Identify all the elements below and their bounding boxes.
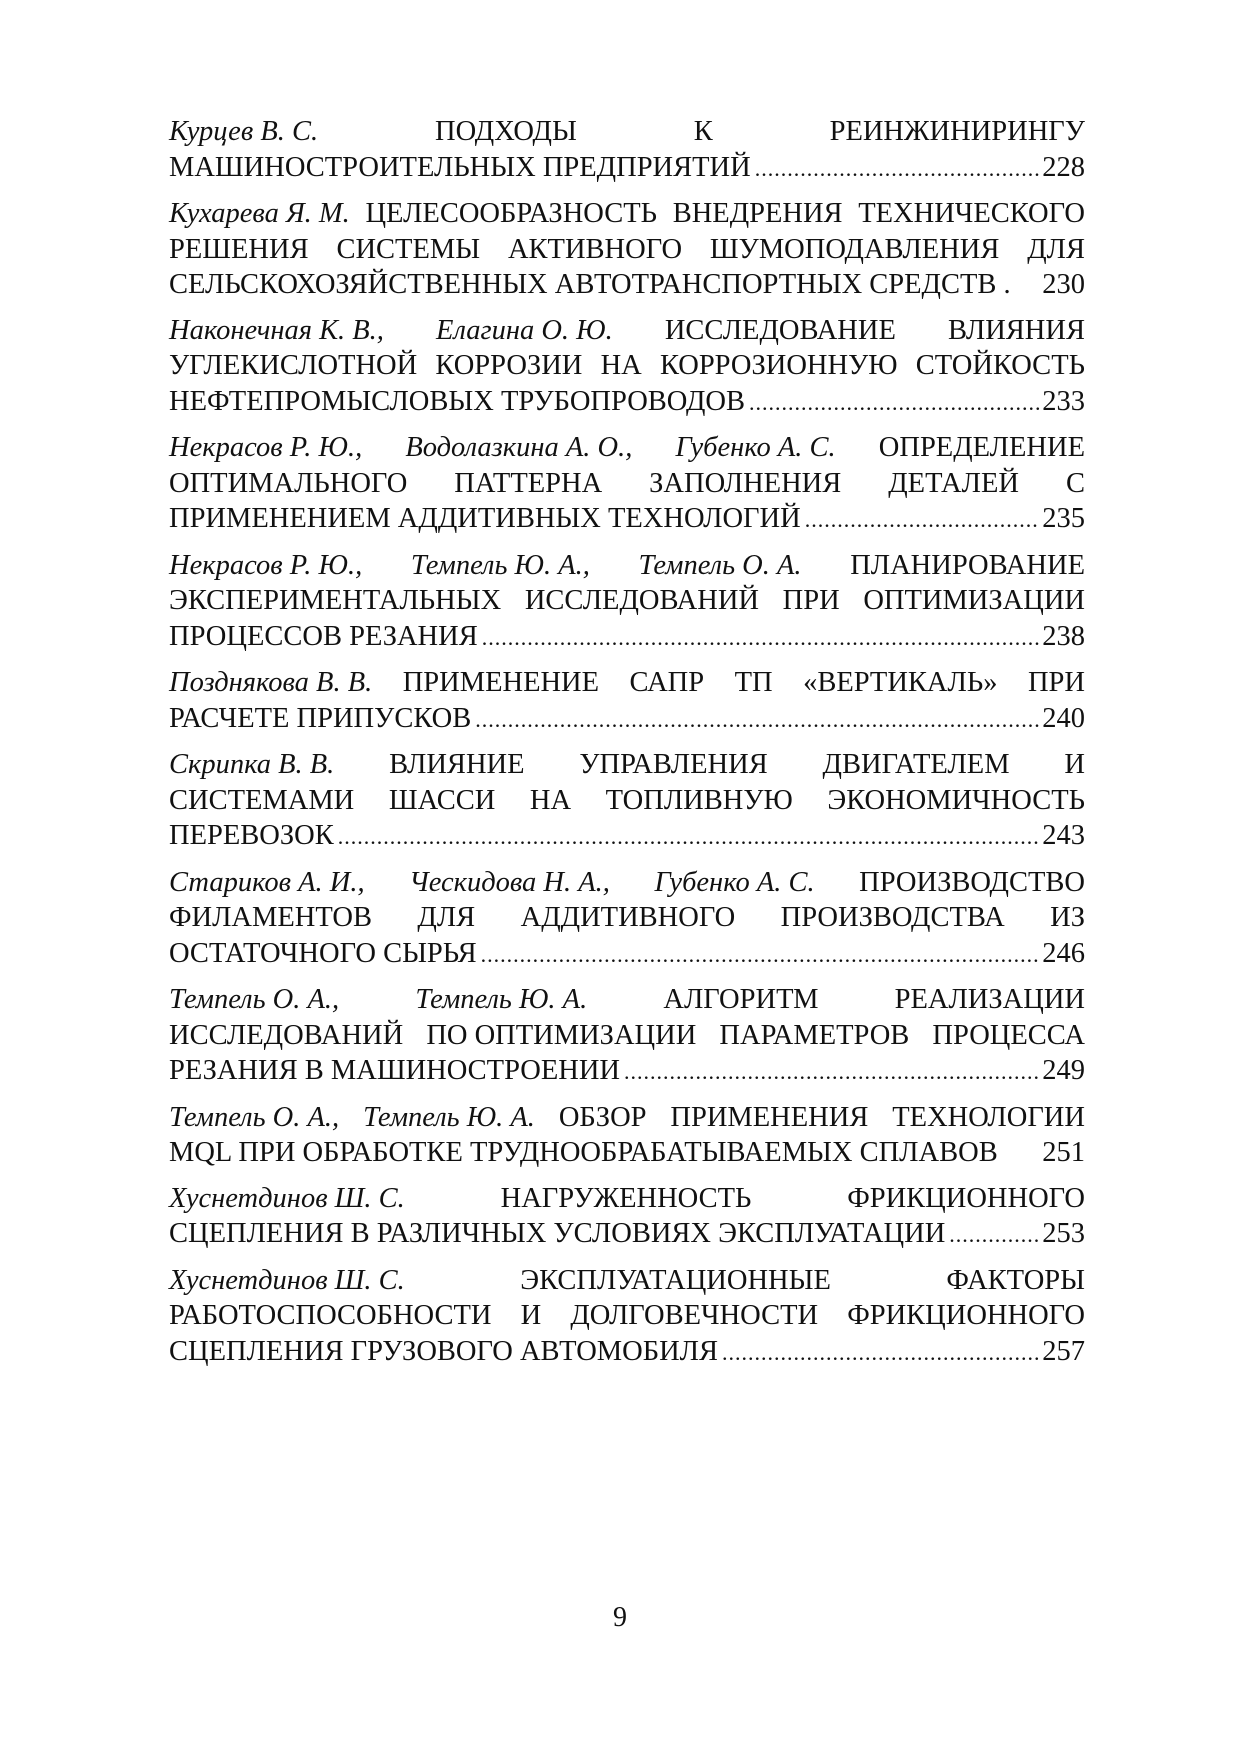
toc-entry-page: 230 — [1042, 269, 1085, 300]
toc-entry — [169, 1100, 1085, 1171]
page-number: 9 — [613, 1602, 627, 1633]
dot-leader — [722, 1335, 1040, 1371]
toc-entry-author: Ческидова Н. А., — [409, 866, 610, 898]
toc-entry — [169, 430, 1085, 538]
toc-entry-title-word: ДЛЯ — [1027, 233, 1085, 265]
toc-entry-line — [169, 114, 1085, 150]
toc-entry-title-word: РЕШЕНИЯ — [169, 233, 309, 265]
toc-entry-title-word: ВЛИЯНИЯ — [947, 314, 1085, 346]
toc-entry-title-word: «ВЕРТИКАЛЬ» — [803, 667, 998, 698]
toc-entry-title-word: УГЛЕКИСЛОТНОЙ — [169, 350, 418, 381]
toc-entry-title-word: ИССЛЕДОВАНИЙ — [169, 1019, 404, 1051]
toc-entry-line — [169, 900, 1085, 936]
toc-entry-title-word: ШУМОПОДАВЛЕНИЯ — [709, 233, 1000, 265]
toc-entry-title-word: К — [693, 116, 713, 147]
toc-entry — [169, 1181, 1085, 1253]
toc-entry-title-tail: ОСТАТОЧНОГО СЫРЬЯ — [169, 937, 477, 969]
toc-entry-author: Темпель О. А. — [638, 549, 802, 581]
toc-entry-last-line — [169, 1334, 1085, 1371]
toc-entry-author: Кухарева Я. М. — [169, 198, 350, 229]
dot-leader — [755, 151, 1041, 187]
toc-entry-title-word: ПАТТЕРНА — [454, 467, 603, 499]
toc-entry-title-word: РАБОТОСПОСОБНОСТИ — [169, 1300, 492, 1331]
toc-entry-page: 251 — [1042, 1137, 1085, 1168]
toc-entry-title-word: ЭКСПЛУАТАЦИОННЫЕ — [520, 1264, 831, 1296]
toc-entry-last-line — [169, 1216, 1085, 1253]
toc-entry-author: Некрасов Р. Ю., — [169, 549, 363, 581]
toc-entry-title-word: ПАРАМЕТРОВ — [719, 1019, 910, 1051]
toc-entry — [169, 114, 1085, 186]
toc-entry-author: Елагина О. Ю. — [436, 314, 613, 346]
toc-entry-title-tail: СЦЕПЛЕНИЯ ГРУЗОВОГО АВТОМОБИЛЯ — [169, 1335, 719, 1367]
toc-entry-title-word: СИСТЕМАМИ — [169, 784, 355, 816]
toc-entry-line — [169, 232, 1085, 268]
toc-entry-title-word: ОПТИМИЗАЦИИ — [863, 585, 1085, 616]
toc-entry-title-word: АЛГОРИТМ — [663, 984, 819, 1015]
toc-entry-title-tail: РЕЗАНИЯ В МАШИНОСТРОЕНИИ — [169, 1055, 621, 1086]
toc-entry-page: 240 — [1042, 702, 1085, 734]
toc-entry — [169, 982, 1085, 1090]
toc-entry-title-word: ДВИГАТЕЛЕМ — [822, 749, 1010, 780]
toc-entry-last-line — [169, 150, 1085, 187]
dot-leader — [475, 702, 1040, 738]
toc-entry-last-line — [169, 1053, 1085, 1090]
toc-entry-author: Темпель Ю. А., — [410, 549, 590, 581]
toc-entry-line — [169, 196, 1085, 232]
toc-entry-last-line — [169, 818, 1085, 855]
dot-leader — [624, 1054, 1040, 1090]
toc-entry-title-word: СТОЙКОСТЬ — [915, 350, 1085, 381]
toc-entry-title-word: НАГРУЖЕННОСТЬ — [500, 1182, 752, 1214]
toc-entry-title-word: НА — [529, 784, 572, 816]
toc-entry-title-word: КОРРОЗИИ — [435, 350, 583, 381]
toc-entry-author: Темпель О. А., — [169, 1101, 340, 1133]
toc-entry-line — [169, 1018, 1085, 1054]
toc-entry-title-word: ПО ОПТИМИЗАЦИИ — [426, 1019, 697, 1051]
toc-entry-title-word: ПРИМЕНЕНИЯ — [670, 1101, 869, 1133]
toc-entry-last-line — [169, 936, 1085, 973]
toc-entry-author: Губенко А. С. — [675, 432, 836, 463]
toc-entry-title-word: АДДИТИВНОГО — [520, 902, 736, 933]
toc-entry-page: 233 — [1042, 385, 1085, 417]
toc-entry-title-word: ДОЛГОВЕЧНОСТИ — [570, 1300, 819, 1331]
toc-entry-page: 257 — [1042, 1335, 1085, 1367]
toc-entry-author: Наконечная К. В., — [169, 314, 384, 346]
toc-entry-line — [169, 1181, 1085, 1217]
toc-entry-title-word: ПРИ — [1027, 667, 1085, 698]
toc-entry-title-word: ПРОИЗВОДСТВО — [859, 866, 1085, 898]
toc-entry-title-tail: MQL ПРИ ОБРАБОТКЕ ТРУДНООБРАБАТЫВАЕМЫХ СПЛАВОВ — [169, 1137, 998, 1168]
toc-entry-line — [169, 430, 1085, 466]
toc-entry-title-tail: СЕЛЬСКОХОЗЯЙСТВЕННЫХ АВТОТРАНСПОРТНЫХ СРЕДСТВ . — [169, 269, 1011, 300]
toc-entry-title-word: НА — [600, 350, 642, 381]
toc-entry-author: Скрипка В. В. — [169, 749, 335, 780]
toc-entry-title-word: ПРИ — [782, 585, 840, 616]
toc-entry-last-line — [169, 1135, 1085, 1171]
toc-entry-title-word: КОРРОЗИОННУЮ — [659, 350, 898, 381]
toc-entry-title-word: ДЕТАЛЕЙ — [888, 467, 1019, 499]
toc-entry-line — [169, 982, 1085, 1018]
toc-entry-page: 246 — [1042, 937, 1085, 969]
toc-entry — [169, 865, 1085, 973]
toc-entry — [169, 196, 1085, 303]
toc-entry-page: 238 — [1042, 620, 1085, 652]
toc-entry-last-line — [169, 619, 1085, 656]
toc-entry-title-tail: СЦЕПЛЕНИЯ В РАЗЛИЧНЫХ УСЛОВИЯХ ЭКСПЛУАТАЦИИ — [169, 1218, 946, 1249]
dot-leader — [482, 620, 1041, 656]
toc-entry-title-word: ОБЗОР — [558, 1101, 647, 1133]
toc-entry-title-tail: ПЕРЕВОЗОК — [169, 820, 334, 851]
toc-entry — [169, 665, 1085, 737]
toc-entry-title-word: ВЛИЯНИЕ — [389, 749, 525, 780]
dot-leader — [481, 937, 1041, 973]
toc-entry-line — [169, 548, 1085, 584]
toc-entry-line — [169, 583, 1085, 619]
toc-entry-title-word: РЕАЛИЗАЦИИ — [894, 984, 1085, 1015]
toc-entry-title-word: ФРИКЦИОННОГО — [847, 1182, 1085, 1214]
toc-entry-line — [169, 313, 1085, 349]
toc-entry-author: Позднякова В. В. — [169, 667, 373, 698]
toc-entry-title-word: ФАКТОРЫ — [946, 1264, 1085, 1296]
toc-entry-title-word: ИССЛЕДОВАНИЕ — [664, 314, 896, 346]
toc-entry-author: Темпель Ю. А. — [415, 984, 588, 1015]
toc-entry-title-word: РЕИНЖИНИРИНГУ — [829, 116, 1085, 147]
toc-entry — [169, 548, 1085, 656]
toc-entry-title-tail: НЕФТЕПРОМЫСЛОВЫХ ТРУБОПРОВОДОВ — [169, 385, 745, 417]
toc-entry-title-word: ОПТИМАЛЬНОГО — [169, 467, 408, 499]
toc-entry — [169, 747, 1085, 855]
dot-leader — [805, 502, 1041, 538]
toc-entry-line — [169, 747, 1085, 783]
toc-entry-title-word: ТП — [734, 667, 773, 698]
toc-entry-author: Темпель Ю. А. — [363, 1101, 535, 1133]
toc-entry-page: 235 — [1042, 503, 1085, 534]
toc-entry-author: Курцев В. С. — [169, 116, 319, 147]
toc-entry-title-tail: МАШИНОСТРОИТЕЛЬНЫХ ПРЕДПРИЯТИЙ — [169, 151, 751, 183]
toc-entry-title-word: ПРОИЗВОДСТВА — [780, 902, 1005, 933]
toc-entry-author: Некрасов Р. Ю., — [169, 432, 363, 463]
table-of-contents — [169, 114, 1085, 1380]
toc-entry-title-word: ТЕХНОЛОГИИ — [892, 1101, 1085, 1133]
toc-entry-author: Хуснетдинов Ш. С. — [169, 1264, 405, 1296]
toc-entry-title-word: ЗАПОЛНЕНИЯ — [649, 467, 842, 499]
toc-entry-last-line — [169, 267, 1085, 303]
toc-entry-title-tail: ПРОЦЕССОВ РЕЗАНИЯ — [169, 620, 478, 652]
toc-entry-title-word: САПР — [629, 667, 705, 698]
toc-entry-line — [169, 348, 1085, 384]
toc-entry-line — [169, 783, 1085, 819]
toc-entry-title-word: И — [1064, 749, 1085, 780]
toc-entry-title-word: И — [520, 1300, 542, 1331]
toc-entry-author: Губенко А. С. — [654, 866, 815, 898]
toc-entry-line — [169, 665, 1085, 701]
toc-entry-title-word: С — [1065, 467, 1085, 499]
toc-entry-author: Водолазкина А. О., — [405, 432, 633, 463]
toc-entry-title-word: ТОПЛИВНУЮ — [605, 784, 793, 816]
toc-entry-title-word: ЦЕЛЕСООБРАЗНОСТЬ — [365, 198, 658, 229]
toc-entry-page: 253 — [1042, 1218, 1085, 1249]
toc-entry-last-line — [169, 501, 1085, 538]
toc-entry-title-tail: РАСЧЕТЕ ПРИПУСКОВ — [169, 702, 472, 734]
toc-entry-title-word: ШАССИ — [388, 784, 496, 816]
toc-entry-title-word: СИСТЕМЫ — [336, 233, 481, 265]
toc-entry-title-word: ПРИМЕНЕНИЕ — [402, 667, 600, 698]
toc-entry-title-word: ЭКСПЕРИМЕНТАЛЬНЫХ — [169, 585, 502, 616]
toc-entry — [169, 1263, 1085, 1371]
toc-entry-title-word: ДЛЯ — [417, 902, 476, 933]
toc-entry-title-word: ИЗ — [1050, 902, 1085, 933]
toc-entry-title-word: УПРАВЛЕНИЯ — [579, 749, 768, 780]
toc-entry-last-line — [169, 701, 1085, 738]
toc-entry-title-word: ПЛАНИРОВАНИЕ — [850, 549, 1085, 581]
toc-entry-line — [169, 466, 1085, 502]
toc-entry-title-word: ОПРЕДЕЛЕНИЕ — [878, 432, 1085, 463]
toc-entry-author: Темпель О. А., — [169, 984, 340, 1015]
toc-entry-title-tail: ПРИМЕНЕНИЕМ АДДИТИВНЫХ ТЕХНОЛОГИЙ — [169, 503, 801, 534]
dot-leader — [749, 385, 1040, 421]
toc-entry-line — [169, 1100, 1085, 1136]
toc-entry-page: 249 — [1042, 1055, 1085, 1086]
toc-entry-last-line — [169, 384, 1085, 421]
toc-entry-line — [169, 1263, 1085, 1299]
toc-entry-author: Хуснетдинов Ш. С. — [169, 1182, 405, 1214]
toc-entry-title-word: ИССЛЕДОВАНИЙ — [524, 585, 760, 616]
dot-leader — [338, 819, 1041, 855]
toc-entry-line — [169, 1298, 1085, 1334]
dot-leader — [949, 1217, 1040, 1253]
toc-entry-author: Стариков А. И., — [169, 866, 365, 898]
toc-entry — [169, 313, 1085, 421]
toc-entry-title-word: АКТИВНОГО — [507, 233, 683, 265]
toc-entry-title-word: ПОДХОДЫ — [435, 116, 577, 147]
toc-entry-title-word: ФРИКЦИОННОГО — [847, 1300, 1085, 1331]
toc-entry-page: 243 — [1042, 820, 1085, 851]
toc-entry-title-word: ЭКОНОМИЧНОСТЬ — [827, 784, 1085, 816]
toc-entry-page: 228 — [1042, 151, 1085, 183]
toc-entry-title-word: ФИЛАМЕНТОВ — [169, 902, 372, 933]
toc-entry-title-word: ТЕХНИЧЕСКОГО — [858, 198, 1085, 229]
toc-entry-title-word: ПРОЦЕССА — [932, 1019, 1085, 1051]
toc-entry-line — [169, 865, 1085, 901]
toc-entry-title-word: ВНЕДРЕНИЯ — [672, 198, 843, 229]
